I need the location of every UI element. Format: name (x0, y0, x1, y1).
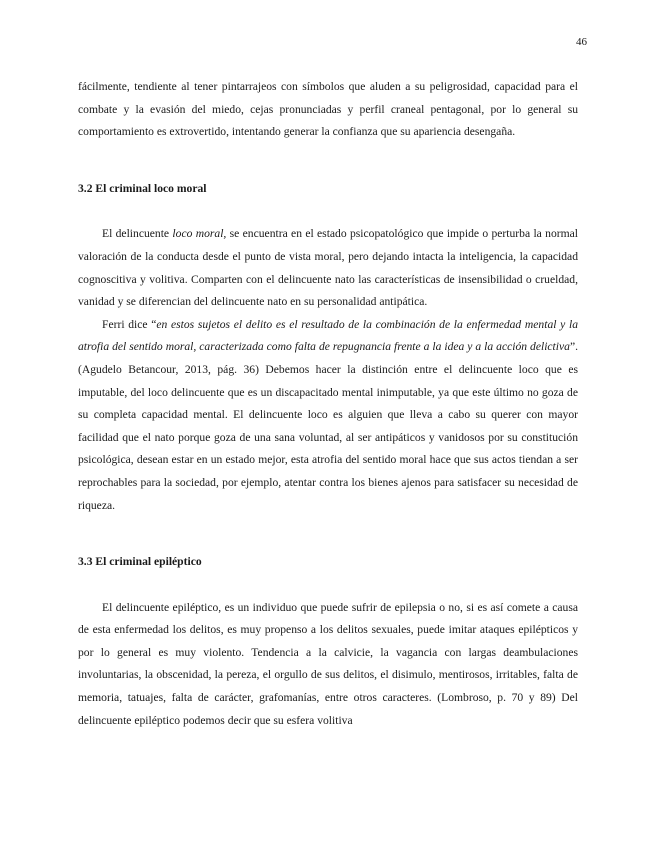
page-number: 46 (576, 36, 587, 48)
ferri-quote: en estos sujetos el delito es el resultado de la combinación de la enfermedad mental y la atrofia del sentido moral, caracterizada como falta de repugnancia frente a la idea y a la acción delictiva (78, 317, 578, 354)
paragraph-epileptico: El delincuente epiléptico, es un individuo que puede sufrir de epilepsia o no, si es así comete a causa de esta enfermedad los delitos, es muy propenso a los delitos sexuales, puede imitar ataques epilépticos y por lo general es muy violento. Tendencia a la calvicie, la vagancia con largas deambulaciones involuntarias, la obscenidad, la pereza, el orgullo de sus delitos, el disimulo, mentirosos, irritables, falta de memoria, tatuajes, falta de carácter, grafomanías, entre otros caracteres. (Lombroso, p. 70 y 89) Del delincuente epiléptico podemos decir que su esfera volitiva (78, 600, 578, 727)
paragraph-text: El delincuente (102, 227, 173, 241)
paragraph-text: ”. (Agudelo Betancour, 2013, pág. 36) Debemos hacer la distinción entre el delincuente loco que es imputable, del loco delincuente que es un discapacitado mental inimputable, ya que este último no goza de su completa capacidad mental. El delincuente loco es alguien que lleva a cabo su querer con mayor facilidad que el nato porque goza de una sana voluntad, al ser antipáticos y vanidosos por su constitución psicológica, desean estar en un estado mejor, esta atrofia del sentido moral hace que sus actos tiendan a ser reprochables para la sociedad, por ejemplo, atentar contra los bienes ajenos para satisfacer su necesidad de riqueza. (78, 340, 578, 512)
paragraph-ferri (78, 314, 578, 517)
paragraph-continuation: fácilmente, tendiente al tener pintarrajeos con símbolos que aluden a su peligrosidad, capacidad para el combate y la evasión del miedo, cejas pronunciadas y perfil craneal pentagonal, por lo general su comportamiento es extrovertido, intentando generar la confianza que su apariencia desengaña. (78, 80, 578, 139)
section-heading-3-3: 3.3 El criminal epiléptico (78, 555, 202, 569)
paragraph-loco-moral (78, 223, 578, 313)
paragraph-text: Ferri dice “ (102, 317, 157, 331)
paragraph-text: se encuentra en el estado psicopatológico que impide o perturba la normal valoración de la conducta desde el punto de vista moral, pero dejando intacta la inteligencia, la capacidad cognoscitiva y volitiva. Comparten con el delincuente nato las características de insensibilidad o crueldad, vanidad y se diferencian del delincuente nato en su personalidad antipática. (78, 227, 578, 309)
emphasis-loco-moral: loco moral, (172, 227, 227, 241)
document-body (78, 76, 578, 732)
section-heading-3-2: 3.2 El criminal loco moral (78, 181, 207, 195)
